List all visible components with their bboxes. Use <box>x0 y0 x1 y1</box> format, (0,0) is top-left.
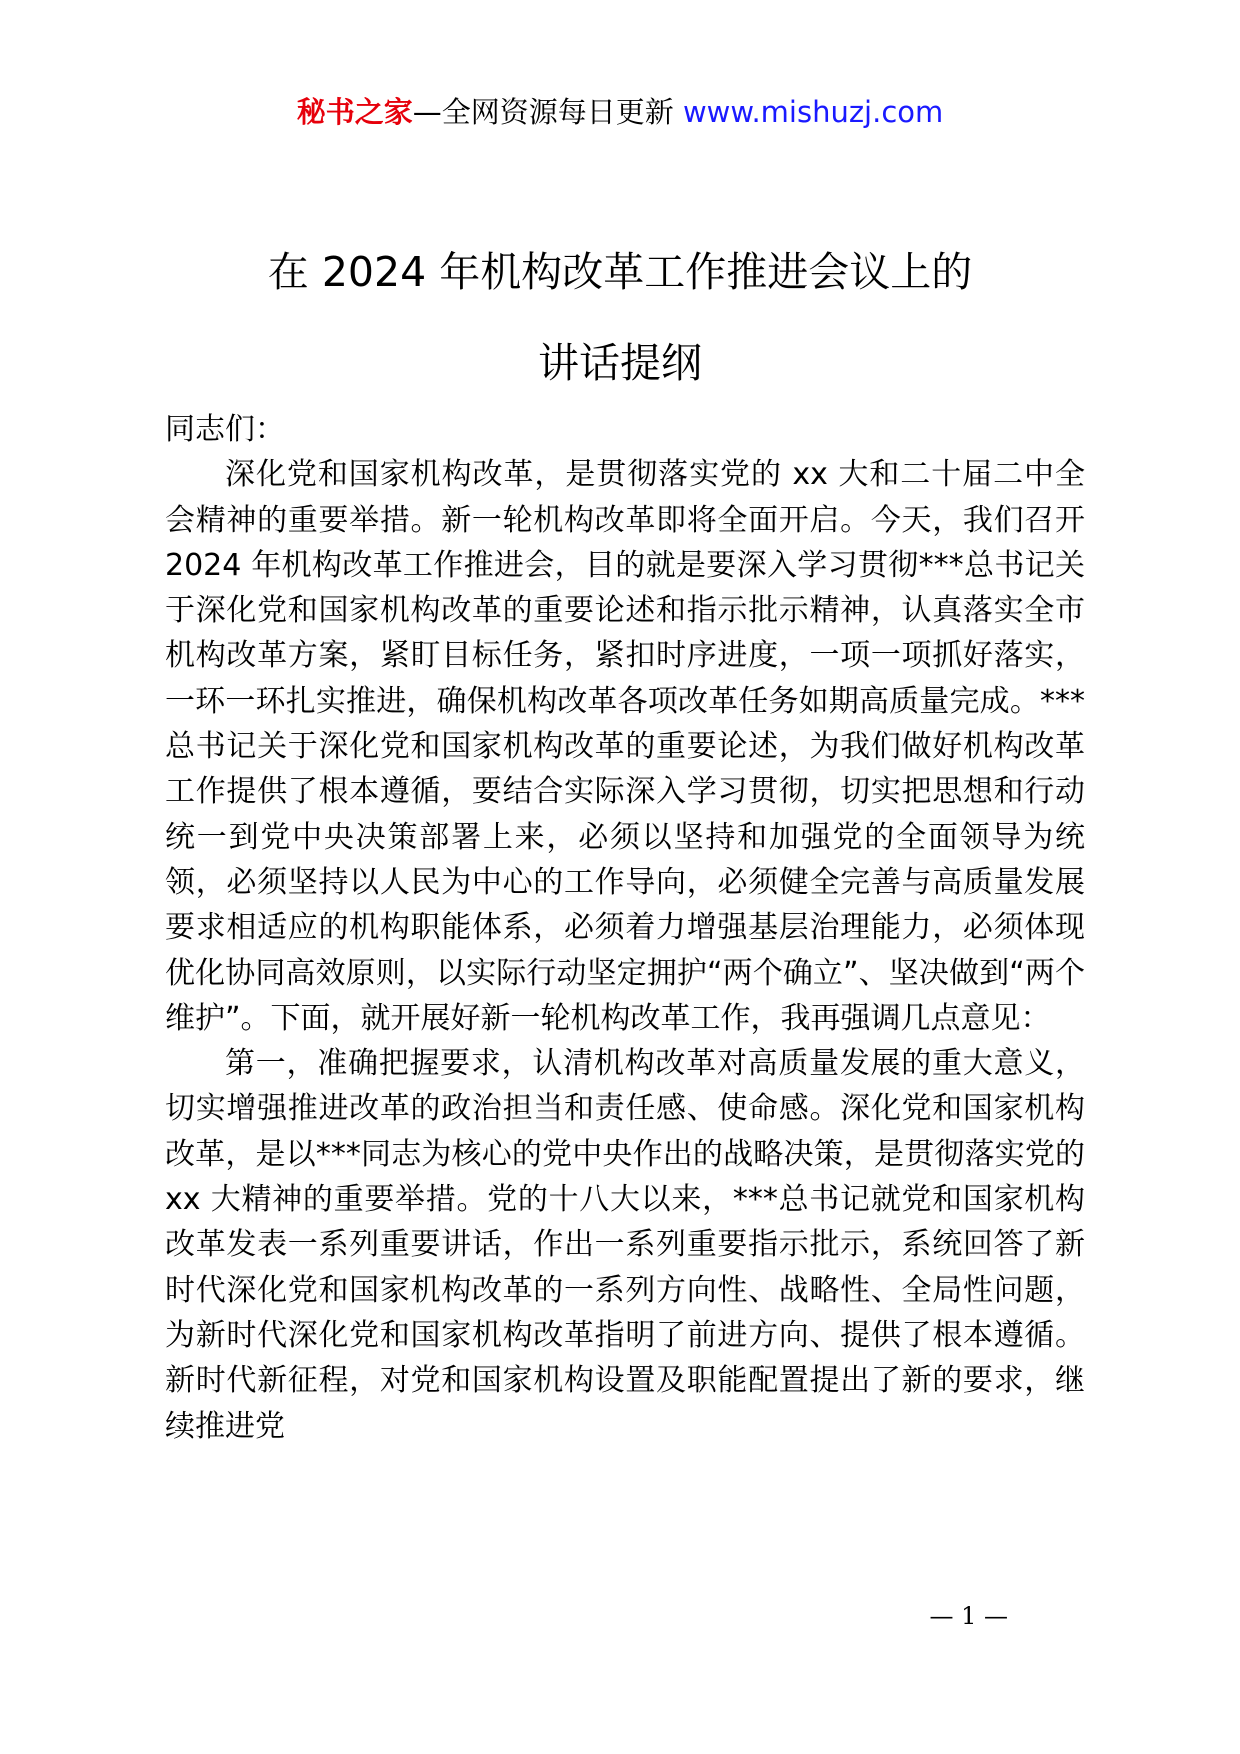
paragraph-first-point: 第一，准确把握要求，认清机构改革对高质量发展的重大意义，切实增强推进改革的政治担当和责任感、使命感。深化党和国家机构改革，是以***同志为核心的党中央作出的战略决策，是贯彻落实党的 xx 大精神的重要举措。党的十八大以来，***总书记就党和国家机构改革发表一系列重要讲话，作出一系列重要指示批示，系统回答了新时代深化党和国家机构改革的一系列方向性、战略性、全局性问题，为新时代深化党和国家机构改革指明了前进方向、提供了根本遵循。新时代新征程，对党和国家机构设置及职能配置提出了新的要求，继续推进党 <box>165 1046 1085 1444</box>
document-title-line-2: 讲话提纲 <box>538 339 702 387</box>
salutation: 同志们： <box>165 412 285 447</box>
page-number <box>0 1600 1240 1632</box>
site-slogan: —全网资源每日更新 <box>412 95 674 129</box>
site-brand: 秘书之家 <box>296 95 413 129</box>
site-header <box>0 92 1240 132</box>
paragraph-intro: 深化党和国家机构改革，是贯彻落实党的 xx 大和二十届二中全会精神的重要举措。新一轮机构改革即将全面开启。今天，我们召开 2024 年机构改革工作推进会，目的就是要深入学习贯彻***总书记关于深化党和国家机构改革的重要论述和指示批示精神，认真落实全市机构改革方案，紧盯目标任务，紧扣时序进度，一项一项抓好落实，一环一环扎实推进，确保机构改革各项改革任务如期高质量完成。***总书记关于深化党和国家机构改革的重要论述，为我们做好机构改革工作提供了根本遵循，要结合实际深入学习贯彻，切实把思想和行动统一到党中央决策部署上来，必须以坚持和加强党的全面领导为统领，必须坚持以人民为中心的工作导向，必须健全完善与高质量发展要求相适应的机构职能体系，必须着力增强基层治理能力，必须体现优化协同高效原则，以实际行动坚定拥护“两个确立”、坚决做到“两个维护”。下面，就开展好新一轮机构改革工作，我再强调几点意见： <box>165 457 1085 1036</box>
document-title-line-1: 在 2024 年机构改革工作推进会议上的 <box>267 248 973 296</box>
site-url-link[interactable]: www.mishuzj.com <box>682 95 944 129</box>
document-body <box>165 407 1085 1449</box>
page-number-label: — 1 — <box>929 1602 1008 1630</box>
